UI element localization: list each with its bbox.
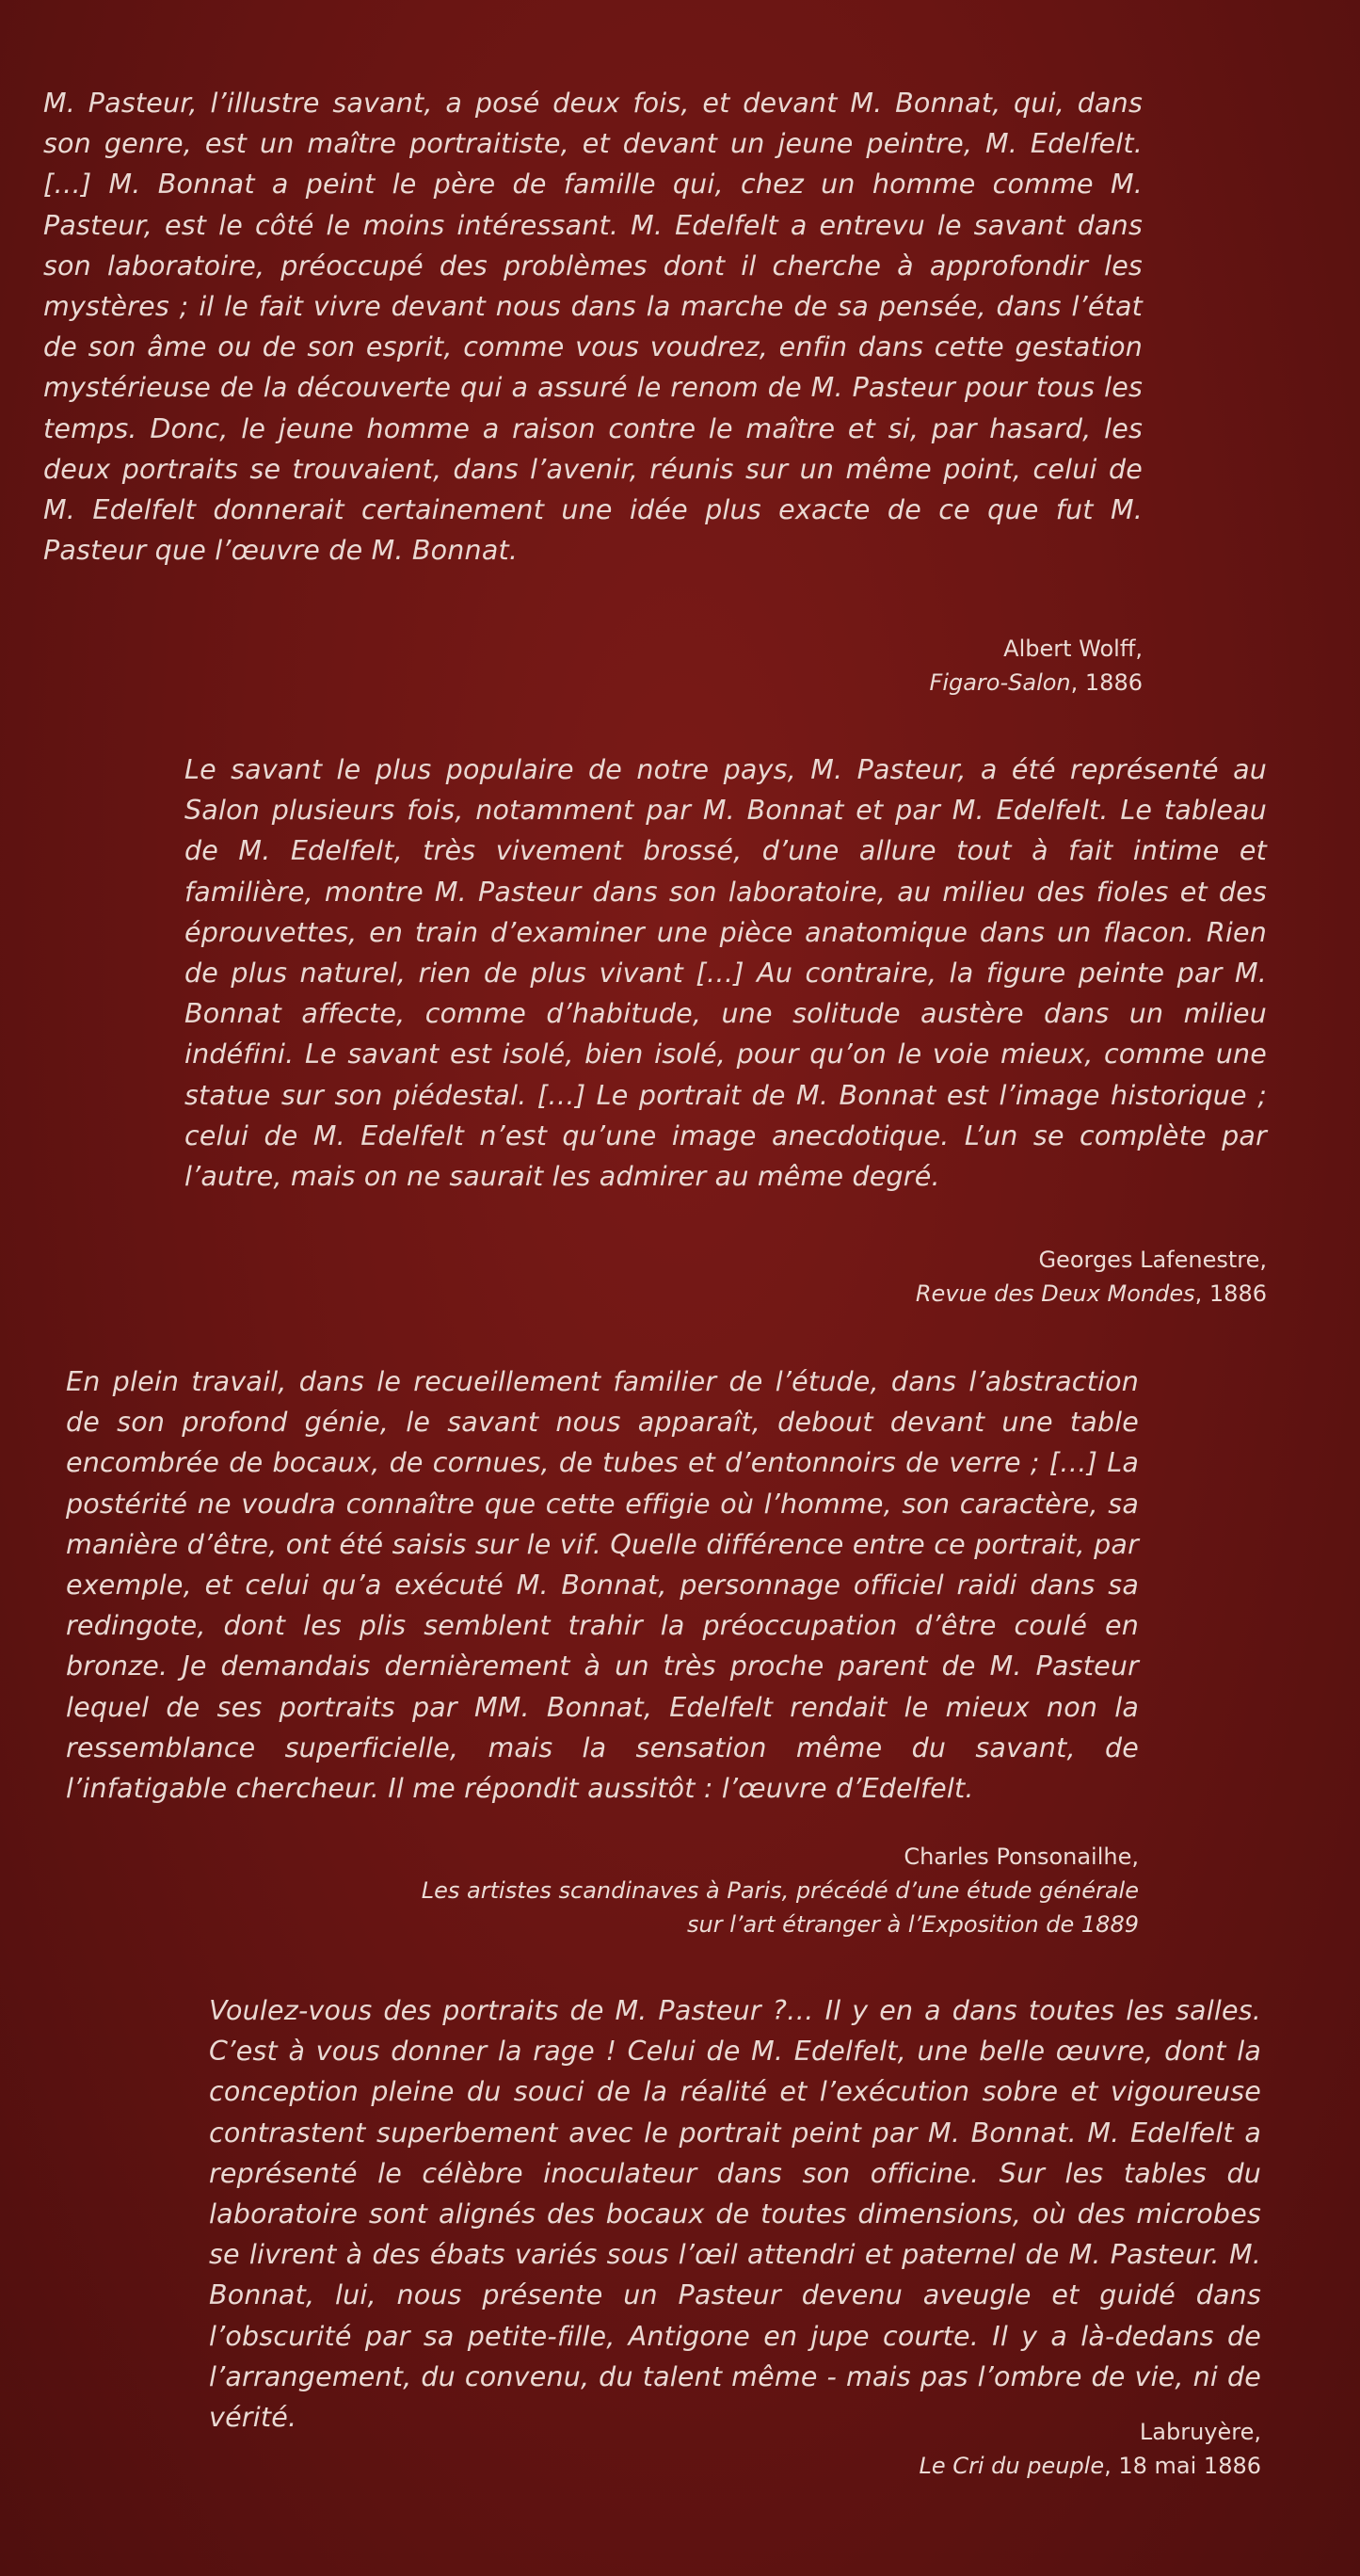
source-title-line-1: Les artistes scandinaves à Paris, précédé d’une étude générale <box>421 1877 1139 1904</box>
quote-block-1 <box>43 83 1143 571</box>
quote-block-2 <box>184 749 1267 1197</box>
attribution-2 <box>184 1243 1267 1311</box>
quote-author: Charles Ponsonailhe, <box>904 1843 1139 1870</box>
source-title: Revue des Deux Mondes <box>915 1280 1195 1307</box>
quote-author: Georges Lafenestre, <box>1038 1247 1267 1273</box>
attribution-4 <box>209 2415 1261 2483</box>
quote-block-3 <box>66 1361 1139 1809</box>
source-date: , 1886 <box>1070 669 1143 696</box>
source-title-line-2: sur l’art étranger à l’Exposition de 1889 <box>687 1911 1139 1938</box>
quote-block-4 <box>209 1990 1261 2438</box>
quote-source <box>209 2449 1261 2483</box>
source-title: Figaro-Salon <box>929 669 1071 696</box>
source-date: , 1886 <box>1194 1280 1267 1307</box>
quote-text: Le savant le plus populaire de notre pays, M. Pasteur, a été représenté au Salon plusieurs fois, notamment par M. Bonnat et par M. Edelfelt. Le tableau de M. Edelfelt, très vivement brossé, d’une allure tout à fait intime et familière, montre M. Pasteur dans son laboratoire, au milieu des fioles et des éprouvettes, en train d’examiner une pièce anatomique dans un flacon. Rien de plus naturel, rien de plus vivant […] Au contraire, la figure peinte par M. Bonnat affecte, comme d’habitude, une solitude austère dans un milieu indéfini. Le savant est isolé, bien isolé, pour qu’on le voie mieux, comme une statue sur son piédestal. […] Le portrait de M. Bonnat est l’image historique ; celui de M. Edelfelt n’est qu’une image anecdotique. L’un se complète par l’autre, mais on ne saurait les admirer au même degré. <box>184 754 1267 1193</box>
attribution-1 <box>43 632 1143 700</box>
quote-text: Voulez-vous des portraits de M. Pasteur ?… Il y en a dans toutes les salles. C’est à vous donner la rage ! Celui de M. Edelfelt, une belle œuvre, dont la conception pleine du souci de la réalité et l’exécution sobre et vigoureuse contrastent superbement avec le portrait peint par M. Bonnat. M. Edelfelt a représenté le célèbre inoculateur dans son officine. Sur les tables du laboratoire sont alignés des bocaux de toutes dimensions, où des microbes se livrent à des ébats variés sous l’œil attendri et paternel de M. Pasteur. M. Bonnat, lui, nous présente un Pasteur devenu aveugle et guidé dans l’obscurité par sa petite-fille, Antigone en jupe courte. Il y a là-dedans de l’arrangement, du convenu, du talent même - mais pas l’ombre de vie, ni de vérité. <box>209 1995 1261 2434</box>
attribution-3 <box>66 1840 1139 1941</box>
quote-text: M. Pasteur, l’illustre savant, a posé deux fois, et devant M. Bonnat, qui, dans son genre, est un maître portraitiste, et devant un jeune peintre, M. Edelfelt. […] M. Bonnat a peint le père de famille qui, chez un homme comme M. Pasteur, est le côté le moins intéressant. M. Edelfelt a entrevu le savant dans son laboratoire, préoccupé des problèmes dont il cherche à approfondir les mystères ; il le fait vivre devant nous dans la marche de sa pensée, dans l’état de son âme ou de son esprit, comme vous voudrez, enfin dans cette gestation mystérieuse de la découverte qui a assuré le renom de M. Pasteur pour tous les temps. Donc, le jeune homme a raison contre le maître et si, par hasard, les deux portraits se trouvaient, dans l’avenir, réunis sur un même point, celui de M. Edelfelt donnerait certainement une idée plus exacte de ce que fut M. Pasteur que l’œuvre de M. Bonnat. <box>43 88 1143 567</box>
source-date: , 18 mai 1886 <box>1104 2453 1261 2479</box>
quote-author: Albert Wolff, <box>1003 636 1143 662</box>
source-title: Le Cri du peuple <box>919 2453 1105 2479</box>
quote-text: En plein travail, dans le recueillement familier de l’étude, dans l’abstraction de son profond génie, le savant nous apparaît, debout devant une table encombrée de bocaux, de cornues, de tubes et d’entonnoirs de verre ; […] La postérité ne voudra connaître que cette effigie où l’homme, son caractère, sa manière d’être, ont été saisis sur le vif. Quelle différence entre ce portrait, par exemple, et celui qu’a exécuté M. Bonnat, personnage officiel raidi dans sa redingote, dont les plis semblent trahir la préoccupation d’être coulé en bronze. Je demandais dernièrement à un très proche parent de M. Pasteur lequel de ses portraits par MM. Bonnat, Edelfelt rendait le mieux non la ressemblance superficielle, mais la sensation même du savant, de l’infatigable chercheur. Il me répondit aussitôt : l’œuvre d’Edelfelt. <box>66 1366 1139 1805</box>
quote-author: Labruyère, <box>1139 2419 1261 2445</box>
quote-source <box>43 666 1143 700</box>
quote-source <box>184 1277 1267 1311</box>
